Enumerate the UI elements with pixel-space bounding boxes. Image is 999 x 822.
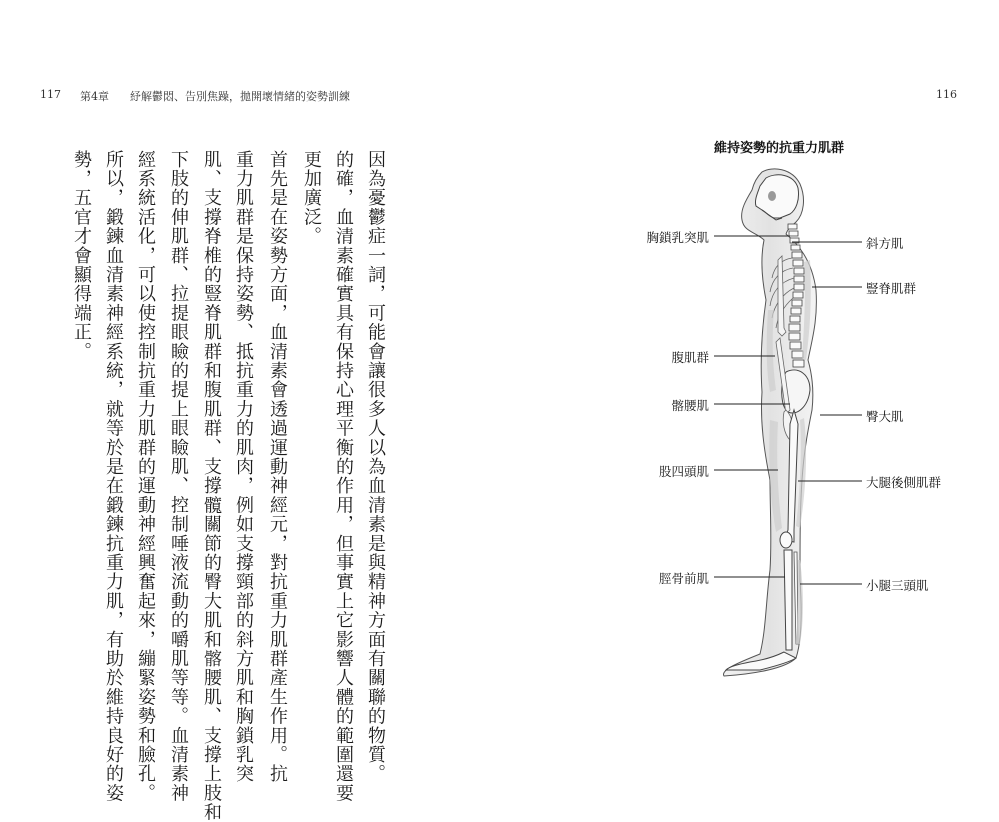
figure-title: 維持姿勢的抗重力肌群 [714, 141, 845, 156]
chapter-title: 紓解鬱悶、告別焦躁，拋開壞情緒的姿勢訓練 [130, 90, 350, 103]
label-quadriceps: 股四頭肌 [658, 464, 709, 479]
chapter-number: 第4章 [80, 90, 109, 103]
label-trapezius: 斜方肌 [866, 236, 904, 251]
body-column-6: 肌、支撐脊椎的豎脊肌群和腹肌群、支撐髖關節的臀大肌和髂腰肌、支撐上肢和 [201, 150, 222, 822]
body-column-1: 因為憂鬱症一詞，可能會讓很多人以為血清素是與精神方面有關聯的物質。 [365, 150, 386, 784]
body-column-2: 的確，血清素確實具有保持心理平衡的作用，但事實上它影響人體的範圍還要 [333, 150, 354, 803]
body-column-3: 更加廣泛。 [301, 150, 322, 246]
label-sternocleidomastoid: 胸鎖乳突肌 [646, 230, 709, 245]
body-column-4: 首先是在姿勢方面，血清素會透過運動神經元，對抗重力肌群產生作用。抗 [267, 150, 288, 784]
label-triceps-surae: 小腿三頭肌 [866, 578, 929, 593]
label-iliopsoas: 髂腰肌 [671, 398, 709, 413]
label-hamstrings: 大腿後側肌群 [866, 475, 942, 490]
label-abdominal-muscles: 腹肌群 [671, 350, 709, 365]
label-gluteus-maximus: 臀大肌 [866, 409, 904, 424]
body-column-9: 所以，鍛鍊血清素神經系統，就等於是在鍛鍊抗重力肌，有助於維持良好的姿 [103, 150, 124, 803]
body-column-7: 下肢的伸肌群、拉提眼瞼的提上眼瞼肌、控制唾液流動的嚼肌等等。血清素神 [168, 150, 189, 803]
label-tibialis-anterior: 脛骨前肌 [658, 571, 709, 586]
body-column-10: 勢，五官才會顯得端正。 [71, 150, 92, 362]
label-erector-spinae: 豎脊肌群 [866, 281, 917, 296]
body-column-8: 經系統活化，可以使控制抗重力肌群的運動神經興奮起來，繃緊姿勢和臉孔。 [135, 150, 156, 803]
body-column-5: 重力肌群是保持姿勢、抵抗重力的肌肉，例如支撐頸部的斜方肌和胸鎖乳突 [233, 150, 254, 784]
left-page-number: 117 [40, 88, 61, 101]
right-page-number: 116 [936, 88, 957, 101]
